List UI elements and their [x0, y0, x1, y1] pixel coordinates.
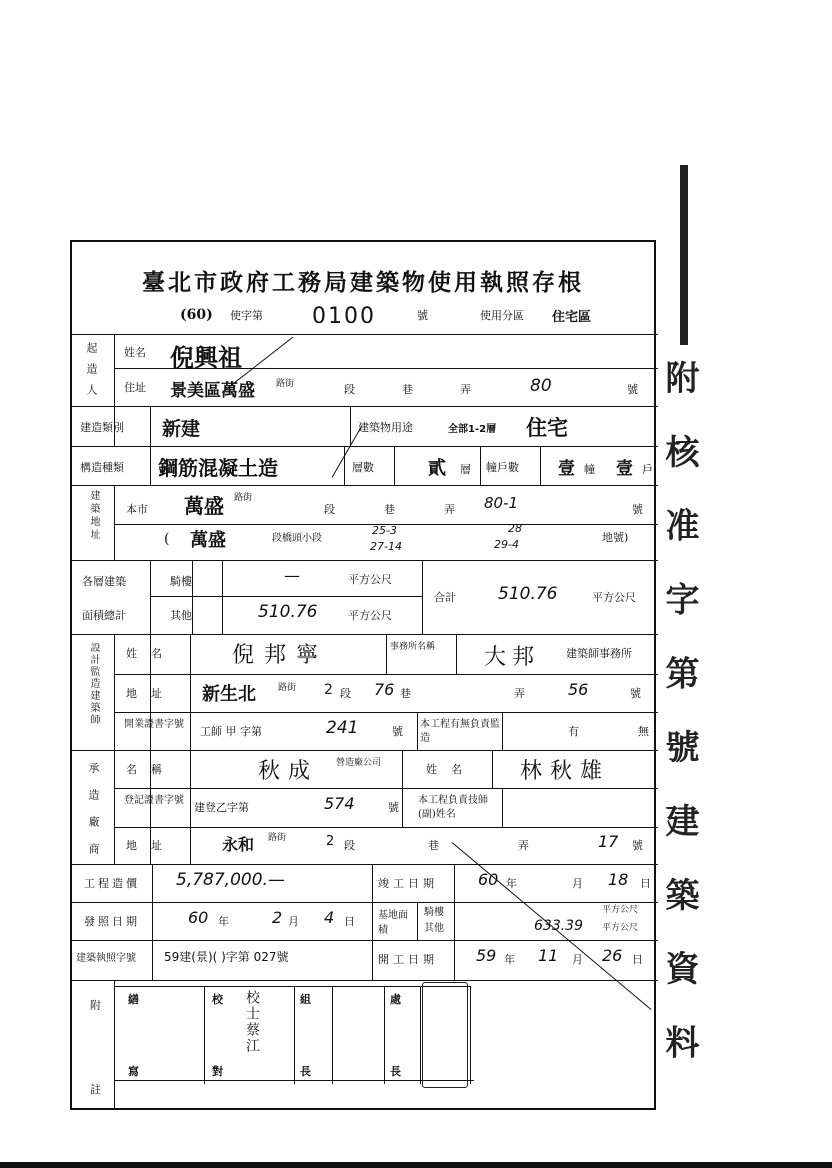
- applicant-section-label: 起造人: [85, 342, 98, 405]
- permit-form: [70, 240, 656, 1110]
- applicant-address-label: 住址: [124, 381, 146, 394]
- zoning-label: 使用分區: [480, 309, 524, 322]
- contractor-section-value: 2: [326, 834, 335, 849]
- contractor-section-word: 段: [344, 839, 355, 852]
- check-stamp: 校士蔡江: [244, 990, 260, 1054]
- base-other-label: 其他: [424, 923, 444, 934]
- firm-value: 大邦: [484, 645, 541, 670]
- site-number-word: 號: [632, 503, 643, 516]
- arcade-label: 騎樓: [170, 575, 192, 588]
- architect-name-label: 姓名: [126, 647, 176, 660]
- permit-type: 使字第: [230, 309, 263, 322]
- clerk-label-1: 繕: [128, 993, 139, 1006]
- margin-bar: [680, 165, 688, 345]
- start-day: 26: [602, 946, 623, 965]
- contractor-name: 秋成: [258, 759, 319, 784]
- complete-label: 竣工日期: [378, 877, 438, 890]
- units-label: 幢戶數: [486, 461, 519, 474]
- site-lot-c: 28: [508, 522, 522, 535]
- form-title: 臺北市政府工務局建築物使用執照存根: [142, 269, 584, 296]
- site-lot-a: 25-3: [372, 524, 397, 537]
- issue-year-word: 年: [218, 915, 229, 928]
- applicant-road-label: 路街: [276, 379, 295, 389]
- check-label-2: 對: [212, 1065, 223, 1078]
- permit-prefix: (60): [180, 307, 213, 323]
- contractor-alley-word: 弄: [518, 839, 529, 852]
- attach-label-1: 附: [90, 999, 101, 1012]
- contractor-company-word: 營造廠公司: [336, 758, 382, 768]
- complete-year: 60: [478, 870, 499, 889]
- contractor-address-label: 地址: [126, 839, 176, 852]
- architect-alley-word: 弄: [514, 687, 525, 700]
- complete-day-word: 日: [640, 877, 651, 890]
- start-day-word: 日: [632, 953, 643, 966]
- total-label: 合計: [434, 591, 456, 604]
- architect-section-label: 設計監造建築師: [88, 642, 99, 726]
- license-prefix: 工師 甲 字第: [200, 725, 262, 738]
- chief-label-1: 組: [300, 993, 311, 1006]
- area-label-2: 面積總計: [82, 609, 126, 622]
- contractor-lane-word: 巷: [428, 839, 439, 852]
- start-year-word: 年: [504, 953, 515, 966]
- base-value: 633.39: [534, 918, 583, 934]
- firm-suffix: 建築師事務所: [566, 647, 632, 660]
- total-value: 510.76: [498, 584, 558, 604]
- clerk-label-2: 寫: [128, 1065, 139, 1078]
- director-label-2: 長: [390, 1065, 401, 1078]
- chief-value: 有: [568, 725, 579, 738]
- chief-label-2: 長: [300, 1065, 311, 1078]
- issue-month-word: 月: [288, 915, 299, 928]
- firm-label: 事務所名稱: [390, 642, 436, 652]
- director-label-1: 處: [390, 993, 401, 1006]
- use-label: 建築物用途: [358, 421, 413, 434]
- margin-vertical-text: 附 核 准 字 第 號 建 築 資 料: [659, 360, 699, 1073]
- contractor-number-word: 號: [632, 839, 643, 852]
- site-lane-word: 巷: [384, 503, 395, 516]
- architect-address-label: 地址: [126, 687, 176, 700]
- applicant-number: 80: [530, 376, 552, 396]
- site-section-label: 建築地址: [88, 490, 99, 542]
- other-unit: 平方公尺: [348, 609, 392, 622]
- applicant-lane-word: 巷: [402, 383, 413, 396]
- site-number: 80-1: [484, 494, 519, 512]
- total-unit: 平方公尺: [592, 591, 636, 604]
- license-suffix: 號: [392, 725, 403, 738]
- floors-value: 貳: [428, 458, 446, 479]
- arcade-value: —: [284, 566, 300, 585]
- base-arcade-label: 騎樓: [424, 907, 444, 918]
- chief-label: 本工程有無負責監造: [420, 719, 500, 744]
- site-lot-d: 29-4: [494, 538, 519, 551]
- site-lot-b: 27-14: [370, 540, 402, 553]
- units-value-2: 壹: [616, 459, 633, 479]
- category-label: 建造類別: [80, 421, 124, 434]
- base-label: 基地面積: [378, 910, 408, 936]
- site-alley-word: 弄: [444, 503, 455, 516]
- architect-lane-value: 76: [374, 680, 395, 699]
- units-unit-2: 戶: [642, 463, 653, 476]
- permit-suffix: 號: [417, 309, 428, 322]
- check-label-1: 校: [212, 993, 223, 1006]
- page-bottom-bar: [0, 1162, 832, 1168]
- cost-label: 工程造價: [84, 877, 140, 890]
- structure-label: 構造種類: [80, 461, 124, 474]
- applicant-name-label: 姓名: [124, 346, 146, 359]
- structure-value: 鋼筋混凝土造: [158, 456, 278, 480]
- issue-label: 發照日期: [84, 915, 140, 928]
- contractor-name-label: 名稱: [126, 763, 176, 776]
- architect-road-label: 路街: [278, 683, 297, 693]
- site-lot-road: 萬盛: [190, 530, 226, 551]
- complete-day: 18: [608, 870, 629, 889]
- official-seal: [422, 982, 468, 1088]
- register-label: 登記證書字號: [124, 795, 184, 806]
- base-unit-2: 平方公尺: [602, 923, 639, 933]
- contractor-road-label: 路街: [268, 833, 287, 843]
- applicant-alley-word: 弄: [460, 383, 471, 396]
- applicant-name: 倪興祖: [170, 344, 242, 372]
- license-value: 241: [326, 718, 359, 738]
- complete-month-word: 月: [572, 877, 583, 890]
- start-month: 11: [538, 946, 559, 965]
- arcade-unit: 平方公尺: [348, 573, 392, 586]
- cost-value: 5,787,000.—: [176, 870, 285, 890]
- issue-day: 4: [324, 908, 335, 927]
- category-value: 新建: [162, 418, 201, 440]
- site-section-word: 段: [324, 503, 335, 516]
- floors-label: 層數: [352, 461, 374, 474]
- architect-lane-word: 巷: [400, 687, 411, 700]
- floors-unit: 層: [460, 463, 471, 476]
- site-lot-subsection: 段橋頭小段: [272, 533, 322, 544]
- contractor-section-label: 承造廠商: [87, 762, 100, 870]
- area-label-1: 各層建築: [82, 575, 126, 588]
- units-unit-1: 幢: [584, 463, 595, 476]
- tech-label: 本工程負責技師(副)姓名: [418, 795, 488, 820]
- other-value: 510.76: [258, 602, 318, 622]
- chief-value-2: 無: [638, 725, 649, 738]
- use-floors: 全部1-2層: [448, 424, 497, 435]
- start-month-word: 月: [572, 953, 583, 966]
- attach-label-2: 註: [90, 1083, 101, 1096]
- architect-number-word: 號: [630, 687, 641, 700]
- register-suffix: 號: [388, 801, 399, 814]
- use-value: 住宅: [526, 416, 568, 440]
- base-unit-1: 平方公尺: [602, 905, 639, 915]
- applicant-address: 景美區萬盛: [170, 381, 255, 401]
- owner-label: 姓名: [426, 763, 476, 776]
- issue-day-word: 日: [344, 915, 355, 928]
- other-label: 其他: [170, 609, 192, 622]
- permit-label: 建築執照字號: [76, 953, 136, 964]
- complete-year-word: 年: [506, 877, 517, 890]
- register-prefix: 建登乙字第: [194, 801, 249, 814]
- applicant-section-word: 段: [344, 383, 355, 396]
- start-label: 開工日期: [378, 953, 438, 966]
- owner-value: 林秋雄: [520, 759, 611, 784]
- applicant-number-word: 號: [627, 383, 638, 396]
- architect-number-value: 56: [568, 680, 589, 699]
- issue-year: 60: [188, 908, 209, 927]
- site-road-label: 路街: [234, 493, 253, 503]
- architect-section-word: 段: [340, 687, 351, 700]
- license-label: 開業證書字號: [124, 719, 184, 730]
- register-value: 574: [324, 794, 355, 813]
- site-city-label: 本市: [126, 503, 148, 516]
- architect-section-value: 2: [324, 682, 333, 698]
- permit-number: 0100: [312, 304, 376, 329]
- permit-value: 59建(景)( )字第 027號: [164, 950, 289, 964]
- site-lot-close: 地號): [602, 531, 629, 544]
- zoning-value: 住宅區: [552, 310, 592, 325]
- units-value-1: 壹: [558, 459, 575, 479]
- site-lot-open: (: [164, 531, 170, 547]
- issue-month: 2: [272, 908, 283, 927]
- contractor-number: 17: [598, 832, 619, 851]
- architect-name: 倪邦寧: [232, 643, 329, 668]
- start-year: 59: [476, 946, 497, 965]
- contractor-address: 永和: [222, 835, 255, 854]
- architect-address: 新生北: [202, 684, 256, 705]
- site-road: 萬盛: [184, 494, 224, 518]
